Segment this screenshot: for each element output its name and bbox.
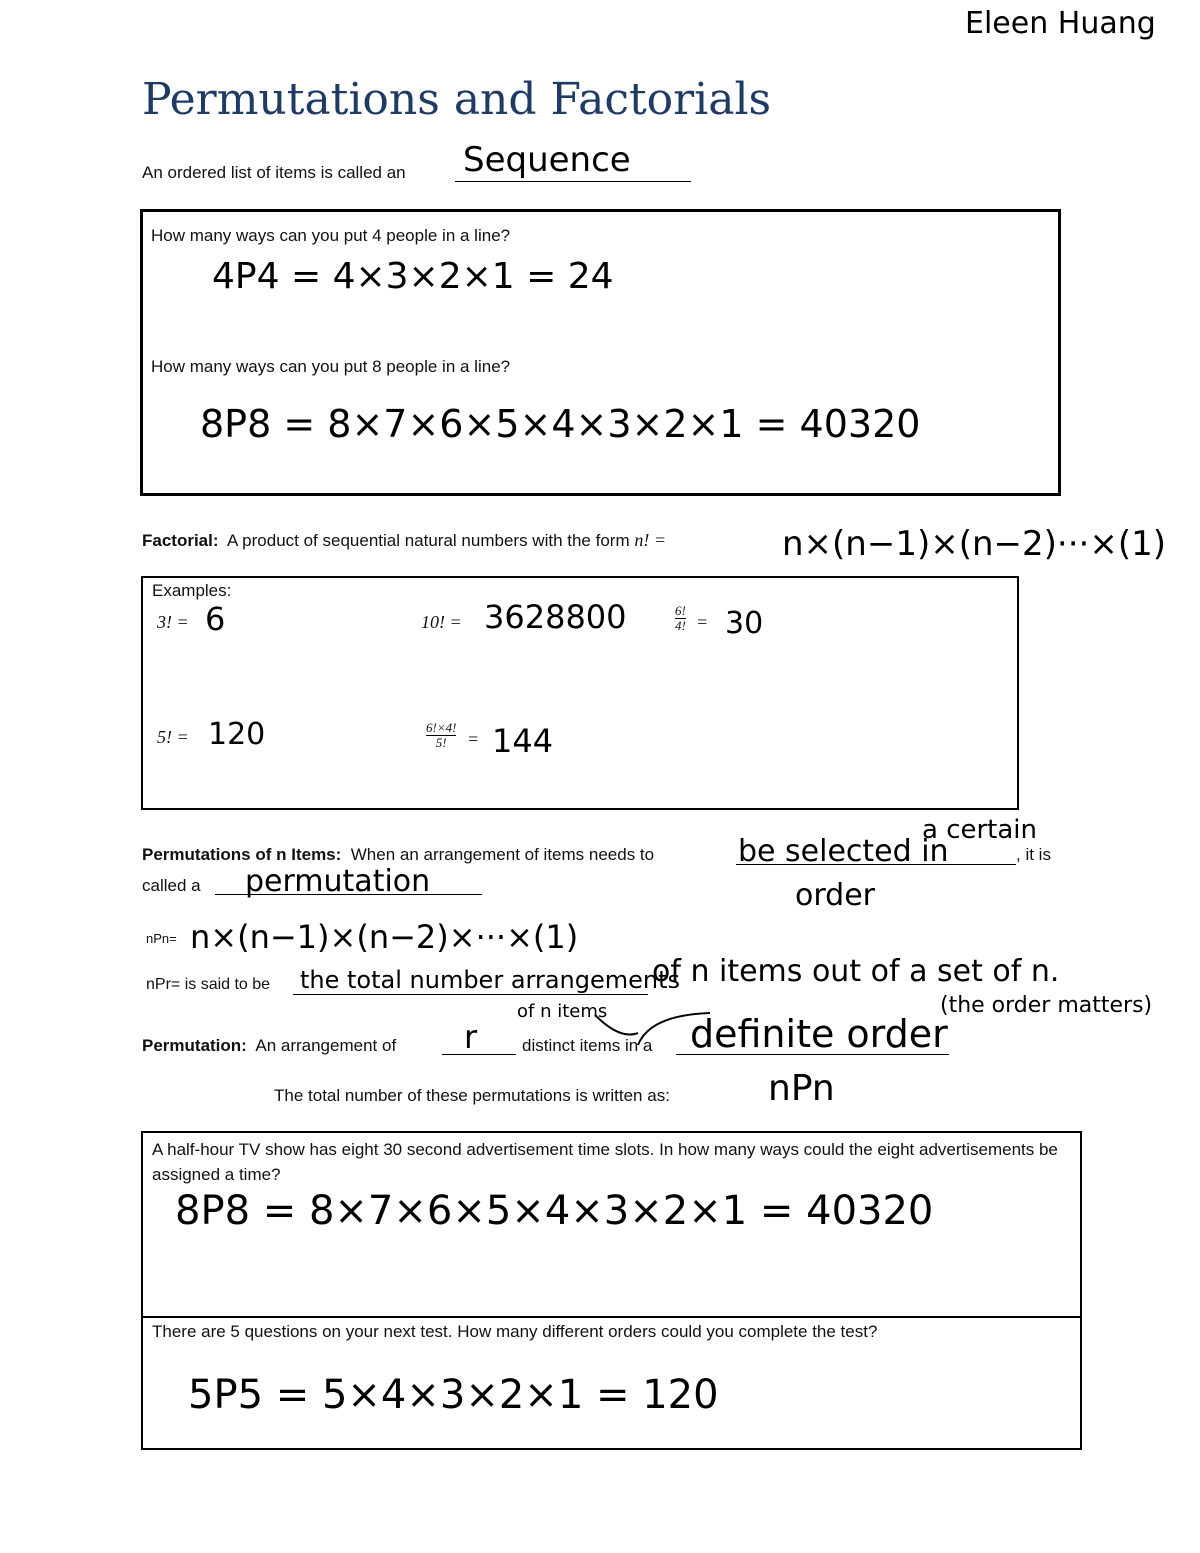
perm-n-note-2: order	[795, 878, 875, 913]
question-box-people-line	[140, 209, 1061, 496]
example-2-expr: 10! =	[421, 612, 462, 632]
permutation-definition	[142, 1036, 396, 1056]
sequence-blank	[455, 181, 691, 182]
permutation-blank-1-answer: r	[464, 1018, 478, 1056]
example-4-expr: 5! =	[157, 727, 189, 747]
box1-question-1: How many ways can you put 4 people in a line?	[151, 226, 511, 245]
npr-answer: the total number arrangements	[300, 966, 681, 994]
word-problem-divider	[141, 1316, 1082, 1318]
example-1-expr: 3! =	[157, 612, 189, 632]
page-title: Permutations and Factorials	[142, 74, 772, 125]
example-3-answer: 30	[725, 606, 764, 641]
npr-label: nPr= is said to be	[146, 976, 271, 993]
example-5-answer: 144	[492, 722, 554, 760]
example-3-equals: =	[696, 612, 709, 632]
npr-continuation: of n items out of a set of n.	[652, 954, 1060, 989]
box1-answer-2: 8P8 = 8×7×6×5×4×3×2×1 = 40320	[200, 402, 921, 446]
student-name: Eleen Huang	[965, 6, 1156, 41]
npr-blank	[293, 994, 648, 995]
perm-n-note-1: a certain	[922, 815, 1038, 845]
perm-n-answer-2: permutation	[245, 864, 431, 899]
sequence-answer: Sequence	[463, 140, 631, 180]
called-a-text: called a	[142, 876, 201, 895]
example-3-numerator: 6!	[675, 603, 686, 618]
permutation-blank-1	[442, 1054, 516, 1055]
box1-question-2: How many ways can you put 8 people in a line?	[151, 357, 511, 376]
box3-question-1: A half-hour TV show has eight 30 second advertisement time slots. In how many ways could the eight advertisements be assigned a time?	[152, 1140, 1058, 1184]
example-3-fraction	[675, 604, 686, 633]
permutation-text-2: distinct items in a	[522, 1036, 653, 1055]
permutation-label: Permutation:	[142, 1036, 247, 1055]
example-1-answer: 6	[205, 600, 226, 638]
perm-n-label: Permutations of n Items:	[142, 845, 342, 864]
permutation-text-1: An arrangement of	[255, 1036, 397, 1055]
example-5-numerator: 6!×4!	[426, 720, 457, 735]
perm-n-suffix: , it is	[1016, 845, 1051, 864]
example-5-fraction	[426, 721, 456, 750]
example-5-equals: =	[467, 729, 480, 749]
sequence-prompt: An ordered list of items is called an	[142, 163, 406, 182]
perm-n-text: When an arrangement of items needs to	[350, 845, 655, 864]
npr-note: (the order matters)	[940, 993, 1153, 1018]
box3-answer-1: 8P8 = 8×7×6×5×4×3×2×1 = 40320	[175, 1188, 934, 1234]
perm-n-answer-1: be selected in	[738, 834, 949, 869]
box3-question-2: There are 5 questions on your next test. How many different orders could you complete the test?	[152, 1322, 878, 1341]
permutation-blank-2-answer: definite order	[690, 1012, 948, 1056]
npn-label: nPn=	[146, 931, 177, 946]
example-3-denominator: 4!	[675, 618, 686, 633]
npr-insert: of n items	[517, 1001, 608, 1022]
factorial-answer: n×(n−1)×(n−2)···×(1)	[782, 524, 1166, 564]
examples-heading: Examples:	[152, 581, 232, 600]
example-5-denominator: 5!	[435, 735, 447, 750]
total-text: The total number of these permutations is written as:	[274, 1086, 670, 1105]
example-4-answer: 120	[208, 717, 266, 752]
total-answer: nPn	[768, 1068, 835, 1109]
factorial-form: n! =	[634, 530, 666, 550]
factorial-definition	[142, 530, 666, 551]
npn-answer: n×(n−1)×(n−2)×···×(1)	[190, 918, 579, 956]
perm-n-definition	[142, 845, 654, 865]
example-2-answer: 3628800	[484, 598, 627, 636]
box3-answer-2: 5P5 = 5×4×3×2×1 = 120	[188, 1372, 719, 1418]
box1-answer-1: 4P4 = 4×3×2×1 = 24	[212, 256, 614, 297]
factorial-text: A product of sequential natural numbers with the form	[227, 531, 630, 550]
factorial-label: Factorial:	[142, 531, 219, 550]
